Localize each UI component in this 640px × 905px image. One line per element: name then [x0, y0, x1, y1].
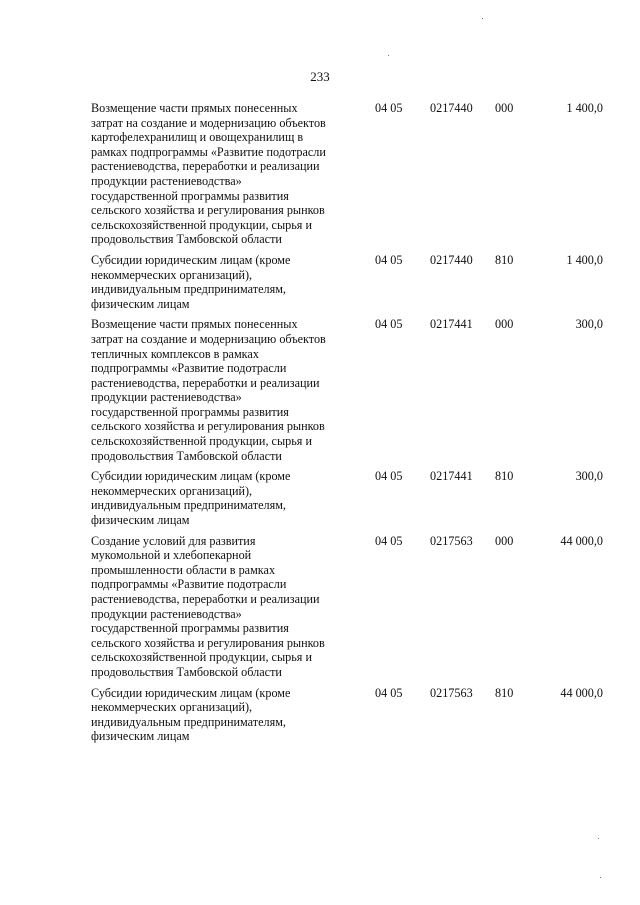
- row-description: Субсидии юридическим лицам (кроме некоммерческих организаций), индивидуальным предпринимателям, физическим лицам: [91, 469, 291, 528]
- table-row: [91, 534, 603, 680]
- row-expense-type: 000: [495, 317, 514, 332]
- row-expense-type: 000: [495, 101, 514, 115]
- row-section-code: 04 05: [375, 252, 403, 267]
- row-target-code: 0217441: [430, 469, 473, 484]
- row-section-code: 04 05: [375, 317, 403, 332]
- row-target-code: 0217563: [430, 685, 473, 700]
- row-section-code: 04 05: [375, 685, 403, 700]
- row-amount: 300,0: [575, 469, 603, 484]
- row-expense-type: 810: [495, 469, 514, 484]
- row-amount: 44 000,0: [560, 533, 603, 548]
- scan-speck: [598, 838, 599, 839]
- row-description: Возмещение части прямых понесенных затрат на создание и модернизацию объектов тепличных комплексов в рамках подпрограммы «Развитие подотрасли растениеводства, переработки и реализации продукции растениеводства» государственной программы развития сельского хозяйства и регулирования рынков сельскохозяйственной продукции, сырья и продовольствия Тамбовской области: [91, 317, 326, 463]
- row-description: Субсидии юридическим лицам (кроме некоммерческих организаций), индивидуальным предпринимателям, физическим лицам: [91, 685, 291, 744]
- row-description: Возмещение части прямых понесенных затрат на создание и модернизацию объектов картофелехранилищ и овощехранилищ в рамках подпрограммы «Развитие подотрасли растениеводства, переработки и реализации продукции растениеводства» государственной программы развития сельского хозяйства и регулирования рынков сельскохозяйственной продукции, сырья и продовольствия Тамбовской области: [91, 101, 326, 247]
- row-amount: 1 400,0: [566, 252, 603, 267]
- row-target-code: 0217440: [430, 101, 473, 115]
- table-row: [91, 253, 603, 311]
- row-amount: 1 400,0: [566, 101, 603, 115]
- row-section-code: 04 05: [375, 101, 403, 115]
- row-section-code: 04 05: [375, 533, 403, 548]
- row-target-code: 0217440: [430, 252, 473, 267]
- row-amount: 300,0: [575, 317, 603, 332]
- row-expense-type: 810: [495, 252, 514, 267]
- table-row: [91, 686, 603, 744]
- table-row: [91, 317, 603, 463]
- row-target-code: 0217441: [430, 317, 473, 332]
- scan-speck: [600, 877, 601, 878]
- table-row: [91, 469, 603, 527]
- scan-speck: [388, 55, 389, 56]
- row-section-code: 04 05: [375, 469, 403, 484]
- budget-table: [91, 101, 603, 750]
- row-description: Субсидии юридическим лицам (кроме некоммерческих организаций), индивидуальным предпринимателям, физическим лицам: [91, 252, 291, 311]
- row-amount: 44 000,0: [560, 685, 603, 700]
- scan-speck: [482, 18, 483, 19]
- row-target-code: 0217563: [430, 533, 473, 548]
- row-description: Создание условий для развития мукомольной и хлебопекарной промышленности области в рамках подпрограммы «Развитие подотрасли растениеводства, переработки и реализации продукции растениеводства» государственной программы развития сельского хозяйства и регулирования рынков сельскохозяйственной продукции, сырья и продовольствия Тамбовской области: [91, 533, 325, 679]
- page-number: 233: [310, 69, 330, 84]
- table-row: [91, 101, 603, 247]
- row-expense-type: 000: [495, 533, 514, 548]
- row-expense-type: 810: [495, 685, 514, 700]
